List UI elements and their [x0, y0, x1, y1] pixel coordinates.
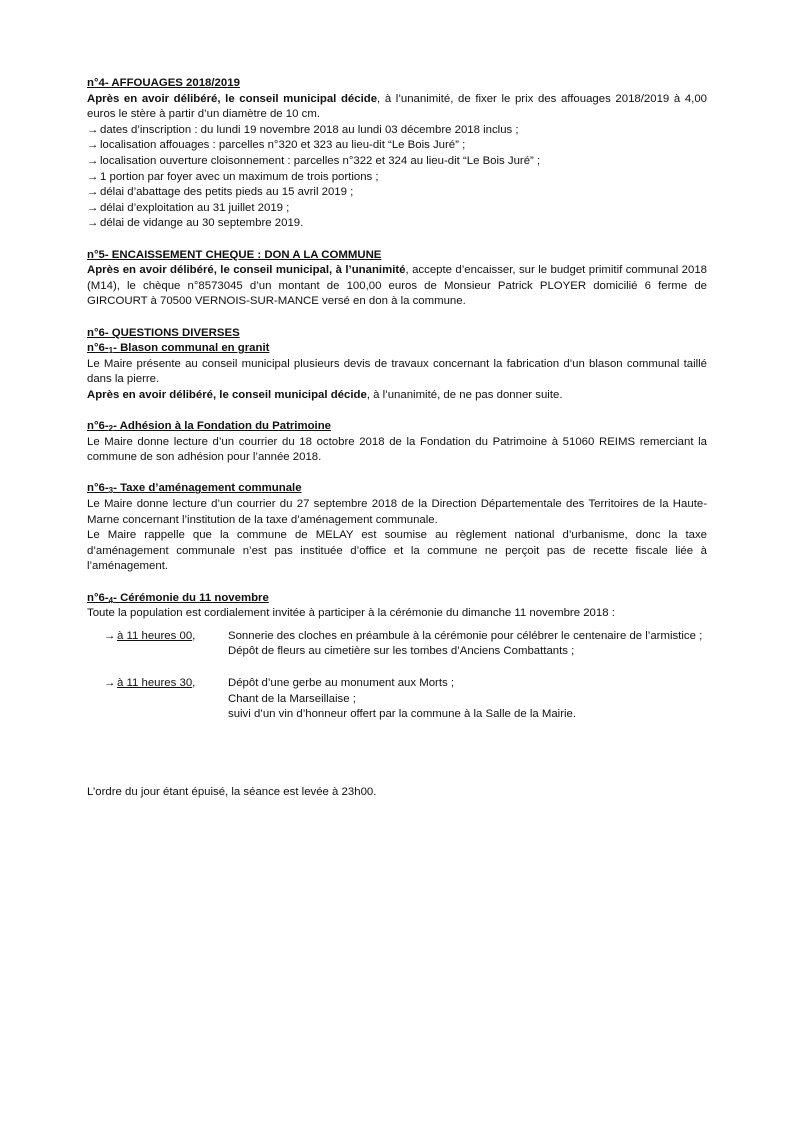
section-5-decision	[87, 263, 707, 310]
ceremony-schedule	[104, 629, 707, 723]
arrow-icon: →	[87, 154, 99, 167]
arrow-icon: →	[87, 217, 99, 230]
spacer	[87, 723, 707, 785]
schedule-block	[104, 676, 707, 723]
arrow-icon: →	[87, 123, 99, 136]
arrow-icon: →	[87, 186, 99, 199]
list-item: → localisation affouages : parcelles n°320 et 323 au lieu-dit “Le Bois Juré” ;	[87, 138, 707, 154]
list-item: → délai d’exploitation au 31 juillet 2019 ;	[87, 201, 707, 217]
section-4-heading: n°4- AFFOUAGES 2018/2019	[87, 77, 240, 89]
section-questions-diverses	[87, 326, 707, 723]
subsection-6-1-decision: Après en avoir délibéré, le conseil municipal décide, à l’unanimité, de ne pas donner suite.	[87, 388, 563, 401]
schedule-time: → à 11 heures 30,	[104, 676, 228, 723]
section-6-heading: n°6- QUESTIONS DIVERSES	[87, 326, 240, 339]
section-4-bullets	[87, 123, 707, 232]
schedule-time: → à 11 heures 00,	[104, 629, 228, 660]
subsection-6-3-heading: n°6-3- Taxe d’aménagement communale	[87, 482, 302, 496]
spacer	[87, 403, 707, 419]
list-item: → localisation ouverture cloisonnement : parcelles n°322 et 324 au lieu-dit “Le Bois Juré” ;	[87, 154, 707, 170]
schedule-block	[104, 629, 707, 660]
arrow-icon: →	[104, 676, 116, 689]
arrow-icon: →	[87, 170, 99, 183]
list-item: → dates d’inscription : du lundi 19 novembre 2018 au lundi 03 décembre 2018 inclus ;	[87, 123, 707, 139]
schedule-items	[228, 676, 707, 723]
schedule-items	[228, 629, 707, 660]
subsection-6-4-intro: Toute la population est cordialement invitée à participer à la cérémonie du dimanche 11 novembre 2018 :	[87, 607, 615, 620]
subsection-6-3-text-1: Le Maire donne lecture d’un courrier du 27 septembre 2018 de la Direction Départementale des Territoires de la Haute-Marne concernant l’institution de la taxe d’aménagement communale.	[87, 498, 707, 526]
schedule-item: Dépôt d’une gerbe au monument aux Morts ;	[228, 676, 455, 689]
schedule-item: Sonnerie des cloches en préambule à la cérémonie pour célébrer le centenaire de l’armistice ;	[228, 629, 703, 642]
subsection-6-4-heading: n°6-4- Cérémonie du 11 novembre	[87, 591, 269, 605]
section-5-heading: n°5- ENCAISSEMENT CHEQUE : DON A LA COMMUNE	[87, 248, 382, 261]
subsection-6-1-heading: n°6-1- Blason communal en granit	[87, 342, 270, 356]
arrow-icon: →	[104, 629, 116, 642]
spacer	[104, 660, 707, 676]
list-item: → délai de vidange au 30 septembre 2019.	[87, 216, 707, 232]
schedule-item: suivi d’un vin d’honneur offert par la commune à la Salle de la Mairie.	[228, 708, 577, 721]
section-4-decision-bold: Après en avoir délibéré, le conseil municipal décide	[87, 92, 378, 105]
section-4-decision-text: , à l’unanimité, de fixer le prix des affouages 2018/2019 à 4,00 euros le stère à partir d’un diamètre de 10 cm.	[87, 92, 707, 121]
section-encaissement	[87, 248, 707, 310]
subsection-6-3-text-2: Le Maire rappelle que la commune de MELAY est soumise au règlement national d’urbanisme, donc la taxe d’aménagement communale n’est pas instituée d’office et la commune ne perçoit pas de recette fiscale liée à l’aménagement.	[87, 529, 707, 573]
arrow-icon: →	[87, 139, 99, 152]
schedule-item: Chant de la Marseillaise ;	[228, 692, 356, 705]
section-5-decision-text: , accepte d’encaisser, sur le budget primitif communal 2018 (M14), le chèque n°8573045 d’un montant de 100,00 euros de Monsieur Patrick PLOYER domicilié 6 ferme de GIRCOURT à 70500 VERNOIS-SUR-MANCE versé en don à la commune.	[87, 264, 707, 308]
subsection-6-2-text: Le Maire donne lecture d’un courrier du 18 octobre 2018 de la Fondation du Patrimoine à 51060 REIMS remerciant la commune de son adhésion pour l’année 2018.	[87, 435, 707, 464]
arrow-icon: →	[87, 201, 99, 214]
list-item: → 1 portion par foyer avec un maximum de trois portions ;	[87, 170, 707, 186]
section-4-decision	[87, 92, 707, 123]
subsection-6-1-text: Le Maire présente au conseil municipal plusieurs devis de travaux concernant la fabrication d’un blason communal taillé dans la pierre.	[87, 357, 707, 386]
spacer	[87, 232, 707, 248]
subsection-6-2-heading: n°6-2- Adhésion à la Fondation du Patrimoine	[87, 420, 332, 434]
section-5-decision-bold: Après en avoir délibéré, le conseil municipal, à l’unanimité	[87, 264, 406, 277]
spacer	[87, 575, 707, 591]
list-item: → délai d’abattage des petits pieds au 15 avril 2019 ;	[87, 185, 707, 201]
spacer	[87, 310, 707, 326]
schedule-item: Dépôt de fleurs au cimetière sur les tombes d’Anciens Combattants ;	[228, 645, 575, 658]
section-affouages	[87, 76, 707, 232]
closing-statement: L’ordre du jour étant épuisé, la séance est levée à 23h00.	[87, 785, 377, 798]
spacer	[87, 466, 707, 482]
